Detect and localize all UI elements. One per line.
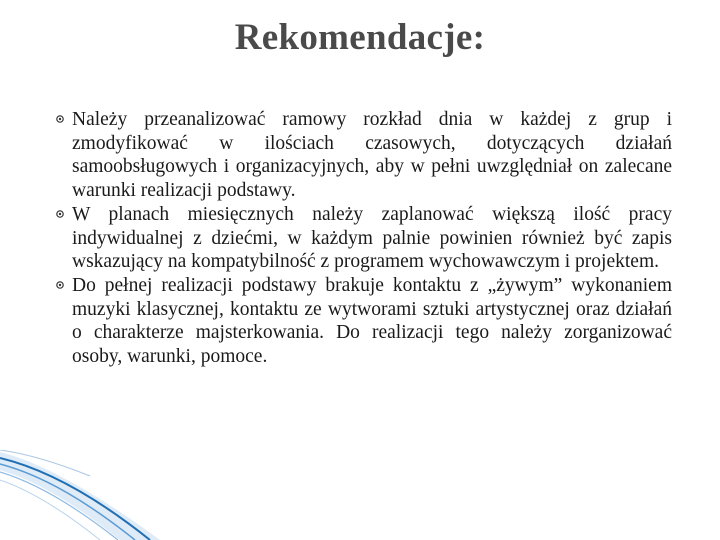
bullet-item — [72, 274, 672, 369]
bullet-text: W planach miesięcznych należy zaplanować większą ilość pracy indywidualnej z dziećmi, w każdym palnie powinien również być zapis wskazujący na kompatybilność z programem wychowawczym i projektem. — [72, 203, 672, 273]
decorative-swoosh — [0, 450, 200, 540]
slide-title: Rekomendacje: — [234, 17, 486, 58]
bullet-text: Do pełnej realizacji podstawy brakuje kontaktu z „żywym” wykonaniem muzyki klasycznej, kontaktu ze wytworami sztuki artystycznej oraz działań o charakterze majsterkowania. Do realizacji tego należy zorganizować osoby, warunki, pomoce. — [72, 274, 672, 368]
ornamental-bullet-icon — [54, 203, 66, 225]
bullet-item — [72, 108, 672, 203]
bullet-text: Należy przeanalizować ramowy rozkład dnia w każdej z grup i zmodyfikować w ilościach czasowych, dotyczących działań samoobsługowych i organizacyjnych, aby w pełni uwzględniał on zalecane warunki realizacji podstawy. — [72, 109, 672, 202]
bullet-item — [72, 203, 672, 274]
ornamental-bullet-icon — [54, 274, 66, 296]
ornamental-bullet-icon — [54, 108, 66, 130]
bullet-list — [72, 108, 672, 369]
